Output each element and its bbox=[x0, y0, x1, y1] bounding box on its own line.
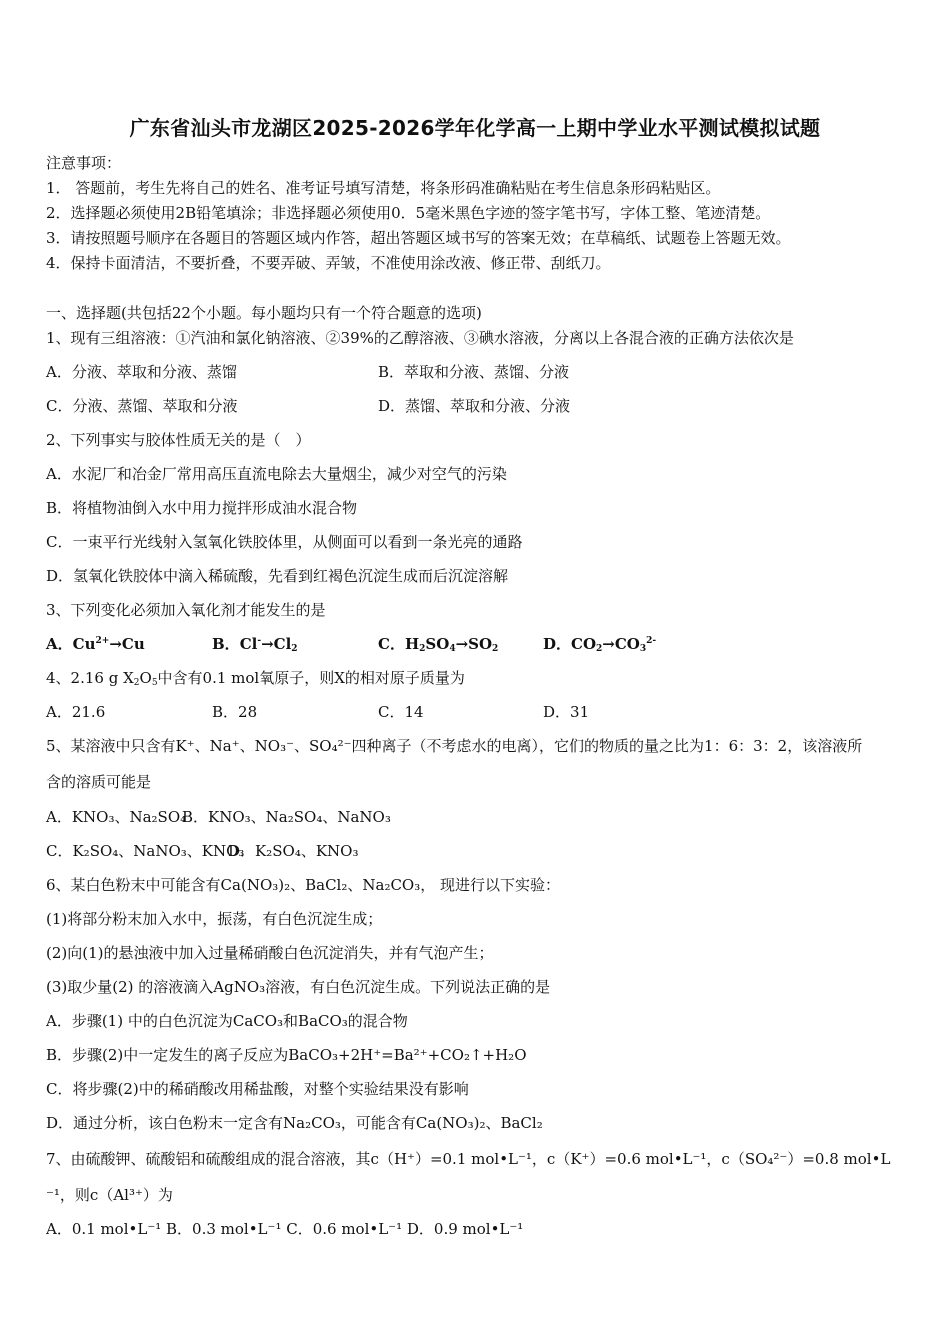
q6-option-a: A．步骤(1) 中的白色沉淀为CaCO₃和BaCO₃的混合物 bbox=[46, 1012, 408, 1030]
q3-option-c: C．$H_2SO_4\to SO_2$ bbox=[378, 635, 499, 654]
note-item: 1． 答题前，考生先将自己的姓名、准考证号填写清楚，将条形码准确粘贴在考生信息条形码粘贴区。 bbox=[46, 179, 721, 197]
q6-option-d: D．通过分析，该白色粉末一定含有Na₂CO₃，可能含有Ca(NO₃)₂、BaCl₂ bbox=[46, 1114, 543, 1132]
q2-option-d: D．氢氧化铁胶体中滴入稀硫酸，先看到红褐色沉淀生成而后沉淀溶解 bbox=[46, 567, 509, 585]
q6-option-c: C．将步骤(2)中的稀硝酸改用稀盐酸，对整个实验结果没有影响 bbox=[46, 1080, 469, 1098]
q6-step-3: (3)取少量(2) 的溶液滴入AgNO₃溶液，有白色沉淀生成。下列说法正确的是 bbox=[46, 978, 551, 996]
q6-step-2: (2)向(1)的悬浊液中加入过量稀硝酸白色沉淀消失，并有气泡产生； bbox=[46, 944, 494, 962]
q6-step-1: (1)将部分粉末加入水中，振荡，有白色沉淀生成； bbox=[46, 910, 383, 928]
q2-option-c: C．一束平行光线射入氢氧化铁胶体里，从侧面可以看到一条光亮的通路 bbox=[46, 533, 523, 551]
q6-option-b: B．步骤(2)中一定发生的离子反应为BaCO₃+2H⁺=Ba²⁺+CO₂↑+H₂O bbox=[46, 1046, 527, 1064]
note-item: 4．保持卡面清洁，不要折叠，不要弄破、弄皱，不准使用涂改液、修正带、刮纸刀。 bbox=[46, 254, 611, 272]
section-heading: 一、选择题(共包括22个小题。每小题均只有一个符合题意的选项) bbox=[46, 304, 482, 322]
q3-option-a: A．$Cu^{2+}\to Cu$ bbox=[46, 635, 145, 653]
q5-option-b: B．KNO₃、Na₂SO₄、NaNO₃ bbox=[182, 808, 391, 826]
q1-stem: 1、现有三组溶液：①汽油和氯化钠溶液、②39%的乙醇溶液、③碘水溶液，分离以上各混合液的正确方法依次是 bbox=[46, 329, 794, 347]
q7-stem-line2: ⁻¹，则c（Al³⁺）为 bbox=[46, 1186, 173, 1204]
q1-option-d: D．蒸馏、萃取和分液、分液 bbox=[378, 397, 571, 415]
q3-option-b: B．$Cl^-\to Cl_2$ bbox=[212, 635, 298, 654]
notes-heading: 注意事项： bbox=[46, 154, 122, 172]
q4-option-a: A．21.6 bbox=[46, 703, 106, 721]
q4-option-c: C．14 bbox=[378, 703, 424, 721]
q4-option-d: D．31 bbox=[543, 703, 590, 721]
q4-option-b: B．28 bbox=[212, 703, 258, 721]
q6-stem: 6、某白色粉末中可能含有Ca(NO₃)₂、BaCl₂、Na₂CO₃， 现进行以下实验： bbox=[46, 876, 561, 894]
page-title: 广东省汕头市龙湖区2025-2026学年化学高一上期中学业水平测试模拟试题 bbox=[129, 116, 821, 140]
q1-option-a: A．分液、萃取和分液、蒸馏 bbox=[46, 363, 237, 381]
q7-options: A．0.1 mol•L⁻¹ B．0.3 mol•L⁻¹ C．0.6 mol•L⁻¹ D．0.9 mol•L⁻¹ bbox=[46, 1220, 524, 1238]
q4-stem: 4、2.16 g $X_2O_5$中含有0.1 mol氧原子，则X的相对原子质量为 bbox=[46, 669, 465, 688]
q2-option-a: A．水泥厂和冶金厂常用高压直流电除去大量烟尘，减少对空气的污染 bbox=[46, 465, 507, 483]
q2-option-b: B．将植物油倒入水中用力搅拌形成油水混合物 bbox=[46, 499, 358, 517]
note-item: 3．请按照题号顺序在各题目的答题区域内作答，超出答题区域书写的答案无效；在草稿纸、试题卷上答题无效。 bbox=[46, 229, 791, 247]
q5-stem-line1: 5、某溶液中只含有K⁺、Na⁺、NO₃⁻、SO₄²⁻四种离子（不考虑水的电离），它们的物质的量之比为1：6：3：2，该溶液所 bbox=[46, 737, 863, 755]
q1-option-b: B．萃取和分液、蒸馏、分液 bbox=[378, 363, 570, 381]
q5-option-c: C．K₂SO₄、NaNO₃、KNO₃ bbox=[46, 842, 245, 860]
q5-option-d: D．K₂SO₄、KNO₃ bbox=[228, 842, 359, 860]
q3-option-d: D．$CO_2\to CO_3^{2-}$ bbox=[543, 635, 657, 654]
q1-option-c: C．分液、蒸馏、萃取和分液 bbox=[46, 397, 238, 415]
q5-stem-line2: 含的溶质可能是 bbox=[46, 773, 152, 791]
q7-stem-line1: 7、由硫酸钾、硫酸铝和硫酸组成的混合溶液，其c（H⁺）=0.1 mol•L⁻¹，c（K⁺）=0.6 mol•L⁻¹，c（SO₄²⁻）=0.8 mol•L bbox=[46, 1150, 891, 1168]
q2-stem: 2、下列事实与胶体性质无关的是（ ） bbox=[46, 431, 311, 449]
q3-stem: 3、下列变化必须加入氧化剂才能发生的是 bbox=[46, 601, 326, 619]
q5-option-a: A．KNO₃、Na₂SO₄ bbox=[46, 808, 187, 826]
note-item: 2．选择题必须使用2B铅笔填涂；非选择题必须使用0．5毫米黑色字迹的签字笔书写，字体工整、笔迹清楚。 bbox=[46, 204, 771, 222]
